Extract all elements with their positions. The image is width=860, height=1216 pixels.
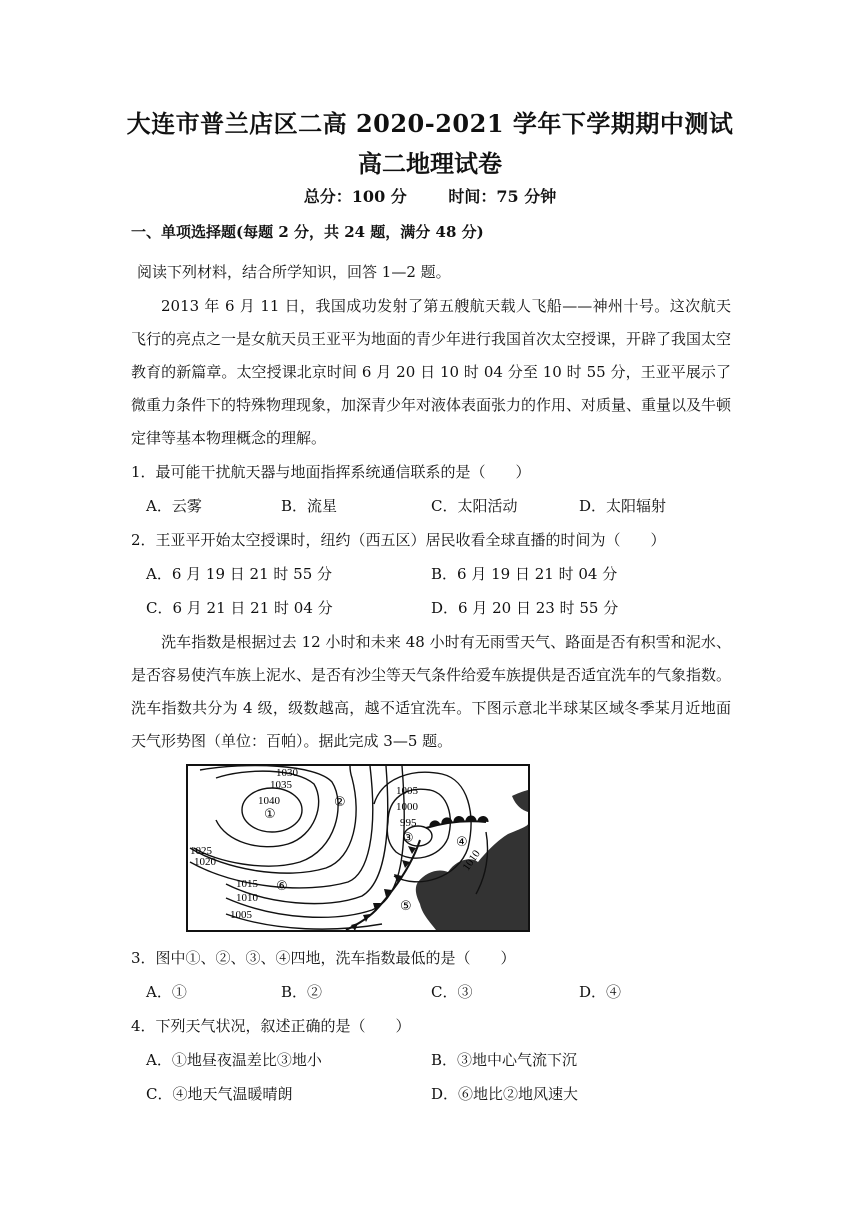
map-point-3: ③ <box>402 831 414 846</box>
passage-1-text: 2013 年 6 月 11 日，我国成功发射了第五艘航天载人飞船——神州十号。这次航天飞行的亮点之一是女航天员王亚平为地面的青少年进行我国首次太空授课，开辟了我国太空教育的新篇章。太空授课北京时间 6 月 20 日 10 时 04 分至 10 时 55 分，王亚平展示了微重力条件下的特殊物理现象，加深青少年对液体表面张力的作用、对质量、重量以及牛顿定律等基本物理概念的理解。 <box>131 297 732 447</box>
q4-option-a[interactable]: A．①地昼夜温差比③地小 <box>146 1051 322 1069</box>
q2-option-d[interactable]: D．6 月 20 日 23 时 55 分 <box>431 599 619 617</box>
passage-2-text: 洗车指数是根据过去 12 小时和未来 48 小时有无雨雪天气、路面是否有积雪和泥水、是否容易使汽车族上泥水、是否有沙尘等天气条件给爱车族提供是否适宜洗车的气象指数。洗车指数共分为 4 级，级数越高，越不适宜洗车。下图示意北半球某区域冬季某月近地面天气形势图（单位：百帕）。据此完成 3—5 题。 <box>131 633 732 750</box>
q3-option-c[interactable]: C．③ <box>431 983 473 1001</box>
weather-map-figure <box>186 764 530 932</box>
isobar-label: 1035 <box>270 779 292 791</box>
reading-intro: 阅读下列材料，结合所学知识，回答 1—2 题。 <box>137 263 451 281</box>
question-1-stem: 1．最可能干扰航天器与地面指挥系统通信联系的是（ ） <box>131 463 531 481</box>
isobar-label: 1025 <box>190 845 212 857</box>
section-heading: 一、单项选择题(每题 2 分，共 24 题，满分 48 分) <box>131 223 484 241</box>
q4-option-b[interactable]: B．③地中心气流下沉 <box>431 1051 578 1069</box>
q1-option-a[interactable]: A．云雾 <box>146 497 202 515</box>
q4-option-c[interactable]: C．④地天气温暖晴朗 <box>146 1085 293 1103</box>
exam-title: 大连市普兰店区二高 2020-2021 学年下学期期中测试 <box>126 109 734 138</box>
reading-passage-1 <box>131 290 731 455</box>
q2-option-a[interactable]: A．6 月 19 日 21 时 55 分 <box>146 565 333 583</box>
question-2-stem: 2．王亚平开始太空授课时，纽约（西五区）居民收看全球直播的时间为（ ） <box>131 531 666 549</box>
exam-meta <box>0 184 860 207</box>
isobar-label: 1020 <box>194 856 216 868</box>
map-point-6: ⑥ <box>276 879 288 894</box>
q3-option-d[interactable]: D．④ <box>579 983 622 1001</box>
q3-option-b[interactable]: B．② <box>281 983 323 1001</box>
isobar-label: 1015 <box>236 878 258 890</box>
map-point-5: ⑤ <box>400 899 412 914</box>
isobar-label: 1000 <box>396 801 418 813</box>
isobar-label: 1005 <box>396 785 418 797</box>
q1-option-c[interactable]: C．太阳活动 <box>431 497 518 515</box>
q1-option-b[interactable]: B．流星 <box>281 497 338 515</box>
q4-option-d[interactable]: D．⑥地比②地风速大 <box>431 1085 579 1103</box>
q1-option-d[interactable]: D．太阳辐射 <box>579 497 667 515</box>
question-4-stem: 4．下列天气状况，叙述正确的是（ ） <box>131 1017 411 1035</box>
time-limit: 时间：75 分钟 <box>448 187 557 206</box>
q3-option-a[interactable]: A．① <box>146 983 187 1001</box>
q2-option-c[interactable]: C．6 月 21 日 21 时 04 分 <box>146 599 333 617</box>
total-score: 总分：100 分 <box>303 187 407 206</box>
map-point-2: ② <box>334 795 346 810</box>
exam-subtitle: 高二地理试卷 <box>358 149 502 178</box>
isobar-label: 1010 <box>236 892 258 904</box>
question-3-stem: 3．图中①、②、③、④四地，洗车指数最低的是（ ） <box>131 949 516 967</box>
map-point-1: ① <box>264 807 276 822</box>
q2-option-b[interactable]: B．6 月 19 日 21 时 04 分 <box>431 565 618 583</box>
isobar-label: 1030 <box>276 767 298 779</box>
isobar-label: 1005 <box>230 909 252 921</box>
map-point-4: ④ <box>456 835 468 850</box>
isobar-label: 1040 <box>258 795 280 807</box>
isobar-label: 995 <box>400 817 417 829</box>
reading-passage-2 <box>131 626 731 758</box>
isobar-label: 1010 <box>460 848 483 873</box>
